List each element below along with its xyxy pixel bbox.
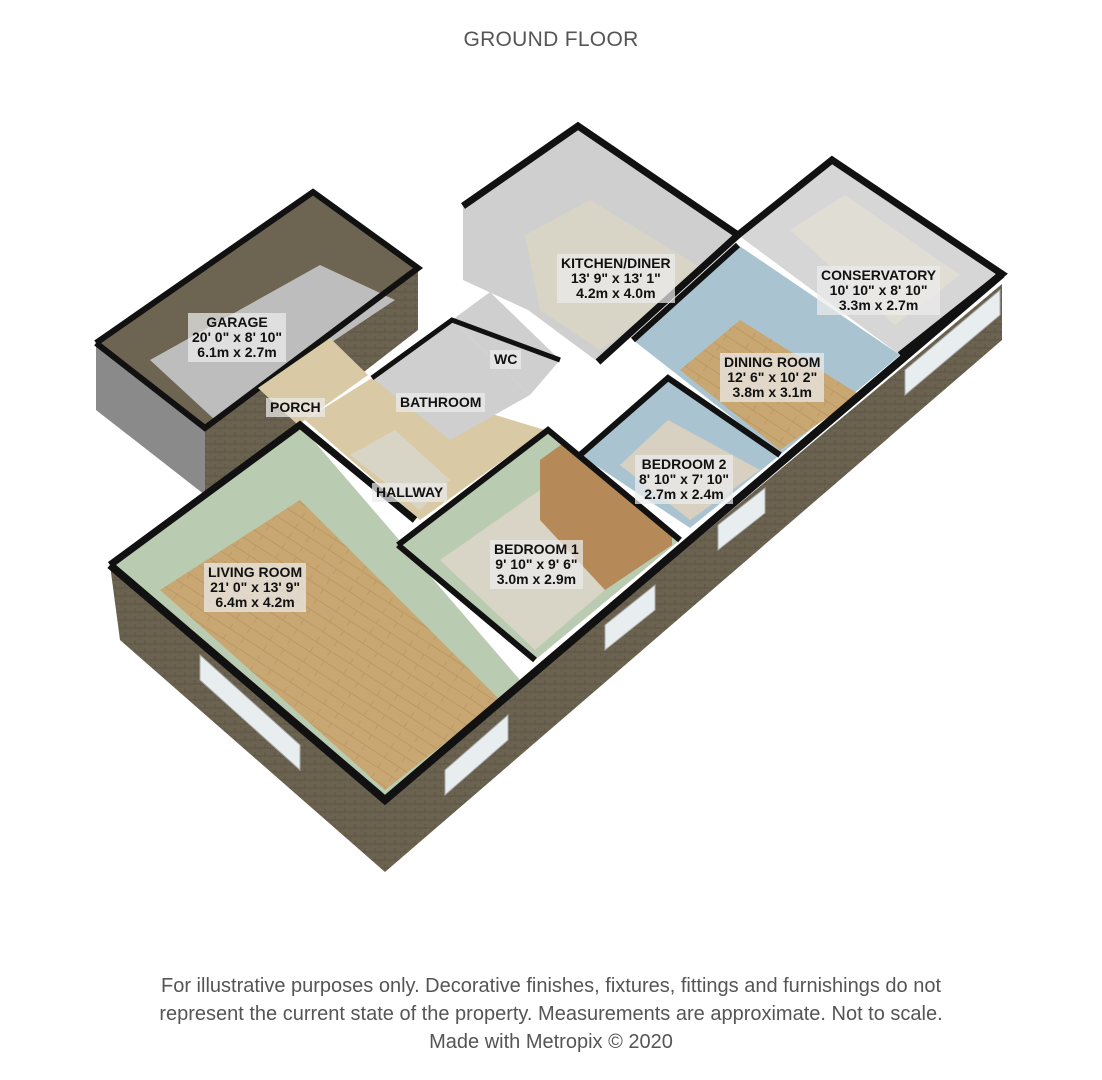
room-name: BATHROOM: [400, 394, 482, 410]
dining-room-label: [720, 353, 824, 402]
room-dimensions-metric: 3.8m x 3.1m: [732, 384, 812, 400]
page-title: GROUND FLOOR: [463, 28, 639, 51]
room-dimensions-imperial: 10' 10" x 8' 10": [829, 282, 928, 298]
disclaimer-line: represent the current state of the property. Measurements are approximate. Not to scale.: [159, 1003, 943, 1025]
room-name: KITCHEN/DINER: [561, 255, 671, 271]
room-name: PORCH: [270, 399, 321, 415]
garage-label: [188, 313, 286, 362]
room-name: CONSERVATORY: [821, 267, 937, 283]
room-name: HALLWAY: [376, 484, 444, 500]
porch-label: [266, 398, 325, 417]
room-dimensions-imperial: 20' 0" x 8' 10": [192, 329, 282, 345]
bedroom2-label: [635, 455, 733, 504]
room-dimensions-metric: 6.1m x 2.7m: [197, 344, 277, 360]
disclaimer: [0, 972, 1102, 1056]
room-dimensions-metric: 3.3m x 2.7m: [838, 297, 919, 313]
room-name: WC: [494, 351, 518, 367]
credit-line: Made with Metropix © 2020: [429, 1031, 673, 1053]
room-dimensions-metric: 4.2m x 4.0m: [576, 285, 656, 301]
room-dimensions-imperial: 12' 6" x 10' 2": [727, 369, 818, 385]
wc-label: [490, 350, 521, 369]
disclaimer-line: For illustrative purposes only. Decorative finishes, fixtures, fittings and furnishings do not: [161, 975, 941, 997]
room-name: BEDROOM 2: [641, 456, 727, 472]
room-dimensions-imperial: 8' 10" x 7' 10": [639, 471, 729, 487]
room-name: GARAGE: [206, 314, 268, 330]
kitchen-label: [557, 254, 675, 303]
room-name: BEDROOM 1: [494, 541, 579, 557]
room-dimensions-metric: 3.0m x 2.9m: [496, 571, 577, 587]
room-dimensions-imperial: 9' 10" x 9' 6": [495, 556, 578, 572]
room-name: DINING ROOM: [724, 354, 821, 370]
room-dimensions-metric: 6.4m x 4.2m: [215, 594, 295, 610]
room-dimensions-imperial: 13' 9" x 13' 1": [570, 270, 661, 286]
room-name: LIVING ROOM: [208, 564, 303, 580]
hallway-label: [372, 483, 447, 502]
room-dimensions-metric: 2.7m x 2.4m: [644, 486, 724, 502]
bathroom-label: [396, 393, 485, 412]
living-room-label: [204, 563, 306, 612]
conservatory-label: [817, 266, 940, 315]
room-dimensions-imperial: 21' 0" x 13' 9": [210, 579, 301, 595]
bedroom1-label: [490, 540, 583, 589]
